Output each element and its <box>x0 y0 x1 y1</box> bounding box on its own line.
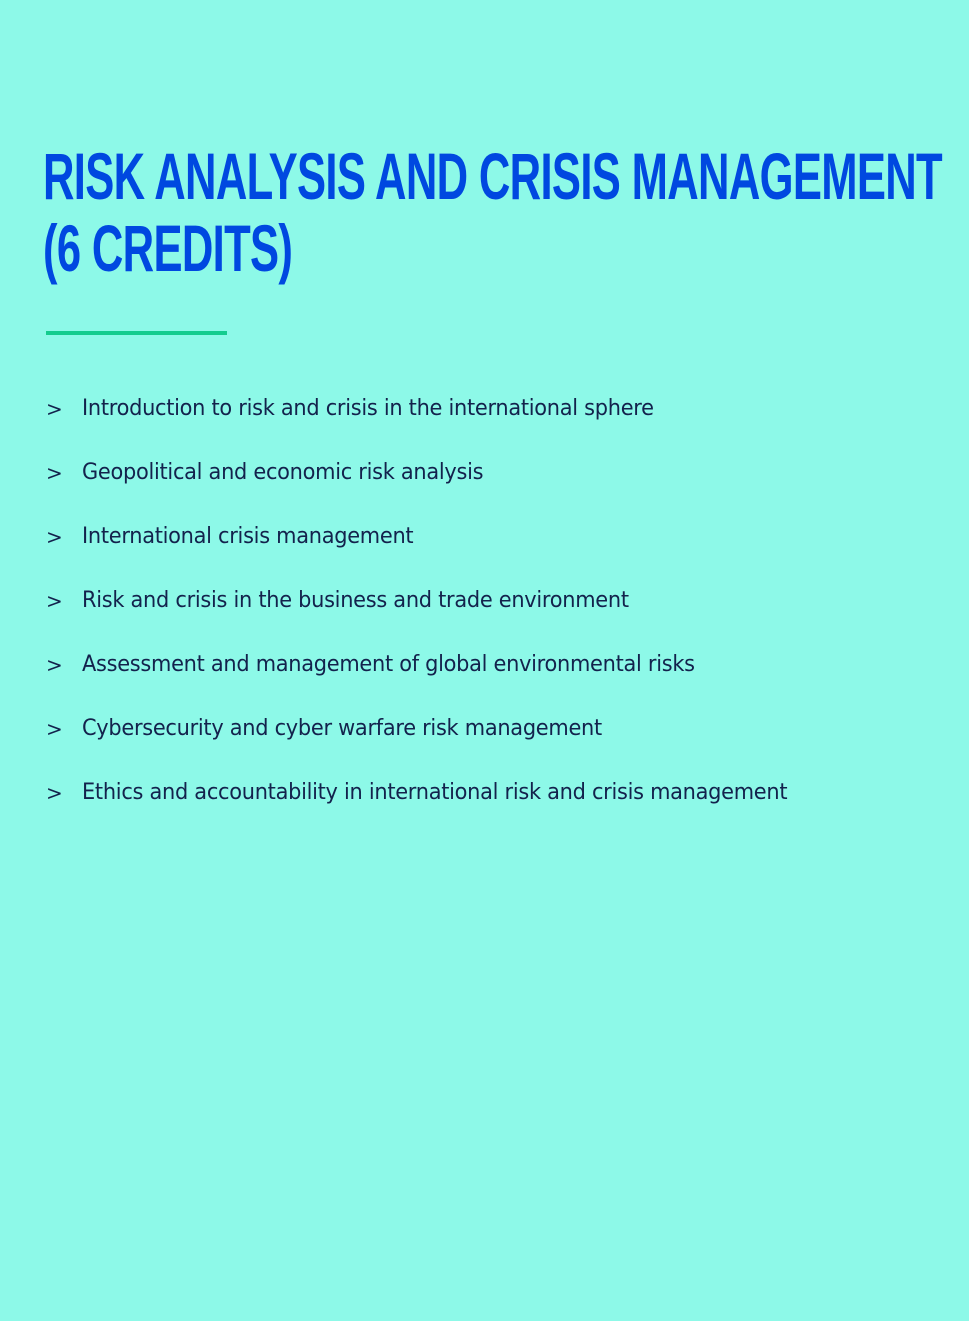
page-title <box>43 140 942 284</box>
list-item-label: Risk and crisis in the business and trade environment <box>82 588 629 613</box>
list-item <box>46 520 824 584</box>
list-item <box>46 776 824 840</box>
list-item-label: International crisis management <box>82 524 414 549</box>
accent-divider <box>46 331 227 335</box>
list-item-label: Assessment and management of global environmental risks <box>82 652 695 677</box>
list-item <box>46 648 824 712</box>
list-item <box>46 712 824 776</box>
chevron-right-icon: > <box>46 397 63 421</box>
chevron-right-icon: > <box>46 461 63 485</box>
list-item-label: Introduction to risk and crisis in the international sphere <box>82 396 654 421</box>
chevron-right-icon: > <box>46 781 63 805</box>
page-title-line2: (6 CREDITS) <box>43 211 293 285</box>
page-title-line1: RISK ANALYSIS AND CRISIS MANAGEMENT <box>43 139 943 213</box>
list-item-label: Geopolitical and economic risk analysis <box>82 460 484 485</box>
list-item-label: Ethics and accountability in international risk and crisis management <box>82 780 788 805</box>
chevron-right-icon: > <box>46 653 63 677</box>
topic-list <box>46 392 824 840</box>
chevron-right-icon: > <box>46 525 63 549</box>
list-item <box>46 584 824 648</box>
chevron-right-icon: > <box>46 589 63 613</box>
list-item <box>46 392 824 456</box>
chevron-right-icon: > <box>46 717 63 741</box>
list-item-label: Cybersecurity and cyber warfare risk management <box>82 716 602 741</box>
list-item <box>46 456 824 520</box>
